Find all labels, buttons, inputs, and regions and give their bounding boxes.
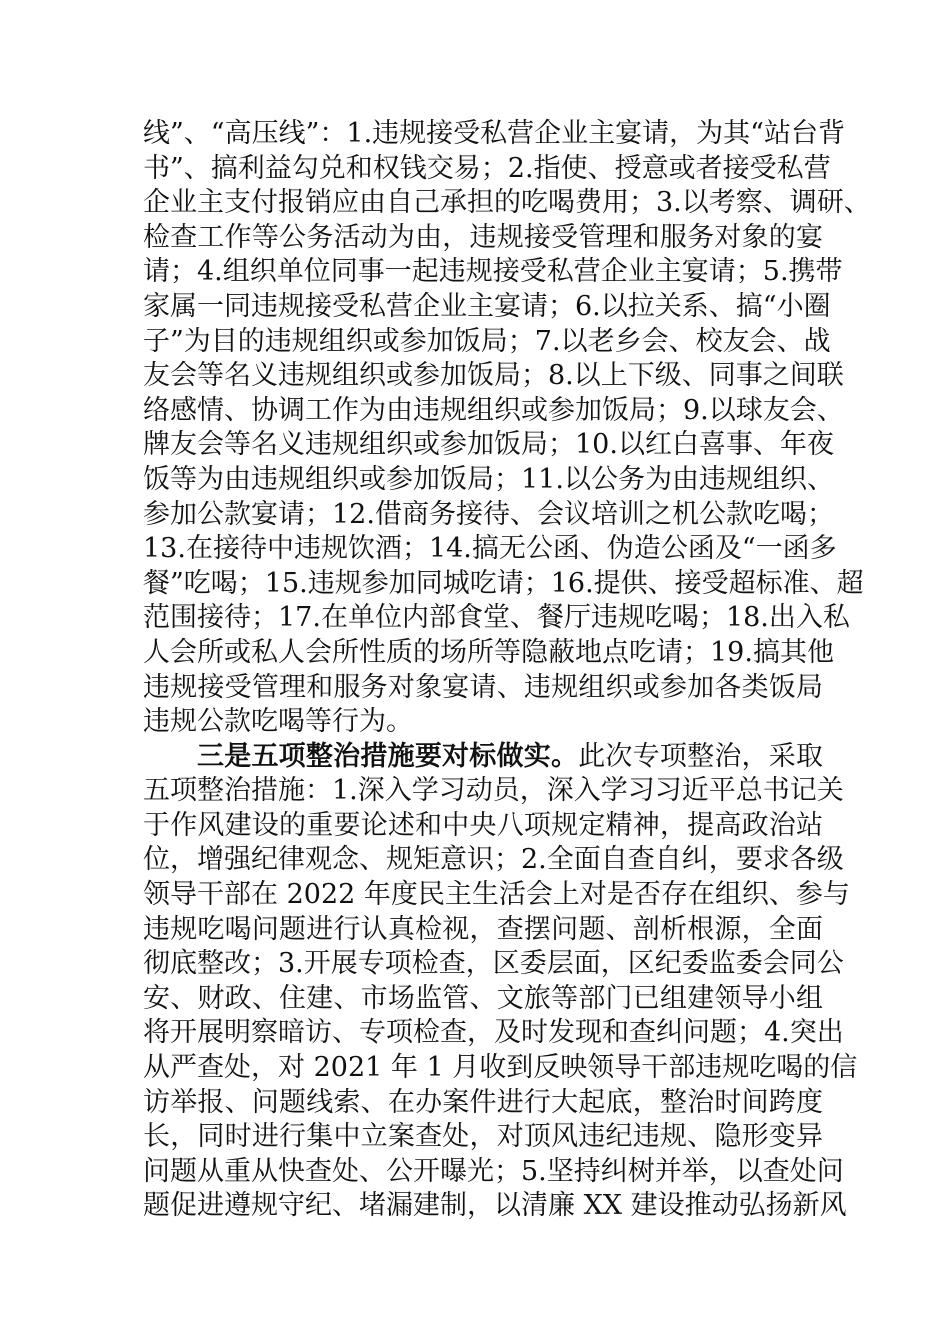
text-line: 违规吃喝问题进行认真检视，查摆问题、剖析根源，全面 bbox=[143, 913, 823, 945]
text-line: 访举报、问题线索、在办案件进行大起底，整治时间跨度 bbox=[143, 1086, 823, 1118]
text-line: 违规公款吃喝等行为。 bbox=[143, 706, 413, 738]
paragraph-five-measures bbox=[143, 740, 858, 1224]
text-line: 范围接待；17.在单位内部食堂、餐厅违规吃喝；18.出入私 bbox=[143, 602, 850, 634]
text-line: 五项整治措施：1.深入学习动员，深入学习习近平总书记关 bbox=[143, 775, 844, 807]
text-line: 请；4.组织单位同事一起违规接受私营企业主宴请；5.携带 bbox=[143, 256, 843, 288]
heading-line-rest: 此次专项整治，采取 bbox=[578, 740, 824, 772]
text-line: 子”为目的违规组织或参加饭局；7.以老乡会、校友会、战 bbox=[143, 325, 831, 357]
text-line: 企业主支付报销应由自己承担的吃喝费用；3.以考察、调研、 bbox=[143, 187, 871, 219]
text-line: 违规接受管理和服务对象宴请、违规组织或参加各类饭局 bbox=[143, 671, 823, 703]
text-line: 将开展明察暗访、专项检查，及时发现和查纠问题；4.突出 bbox=[143, 1017, 844, 1049]
text-line: 位，增强纪律观念、规矩意识；2.全面自查自纠，要求各级 bbox=[143, 844, 844, 876]
text-line: 络感情、协调工作为由违规组织或参加饭局；9.以球友会、 bbox=[143, 394, 844, 426]
text-line: 检查工作等公务活动为由，违规接受管理和服务对象的宴 bbox=[143, 221, 823, 253]
text-line: 问题从重从快查处、公开曝光；5.坚持纠树并举，以查处问 bbox=[143, 1155, 844, 1187]
text-line: 参加公款宴请；12.借商务接待、会议培训之机公款吃喝； bbox=[143, 498, 834, 530]
text-line: 友会等名义违规组织或参加饭局；8.以上下级、同事之间联 bbox=[143, 360, 844, 392]
text-line: 彻底整改；3.开展专项检查，区委层面，区纪委监委会同公 bbox=[143, 948, 844, 980]
section-heading: 三是五项整治措施要对标做实。 bbox=[197, 740, 579, 772]
text-line bbox=[143, 740, 823, 775]
text-line: 书”、搞利益勾兑和权钱交易；2.指使、授意或者接受私营 bbox=[143, 152, 831, 184]
text-line: 牌友会等名义违规组织或参加饭局；10.以红白喜事、年夜 bbox=[143, 429, 834, 461]
text-line: 题促进遵规守纪、堵漏建制，以清廉 XX 建设推动弘扬新风 bbox=[143, 1190, 847, 1222]
text-line: 餐”吃喝；15.违规参加同城吃请；16.提供、接受超标准、超 bbox=[143, 567, 864, 599]
text-line: 饭等为由违规组织或参加饭局；11.以公务为由违规组织、 bbox=[143, 463, 834, 495]
paragraph-violations-list bbox=[143, 117, 871, 740]
text-line: 领导干部在 2022 年度民主生活会上对是否存在组织、参与 bbox=[143, 879, 850, 911]
text-line: 13.在接待中违规饮酒；14.搞无公函、伪造公函及“一函多 bbox=[143, 533, 837, 565]
text-line: 家属一同违规接受私营企业主宴请；6.以拉关系、搞“小圈 bbox=[143, 290, 831, 322]
text-line: 安、财政、住建、市场监管、文旅等部门已组建领导小组 bbox=[143, 982, 823, 1014]
document-body bbox=[143, 117, 871, 1224]
text-line: 人会所或私人会所性质的场所等隐蔽地点吃请；19.搞其他 bbox=[143, 636, 834, 668]
text-line: 于作风建设的重要论述和中央八项规定精神，提高政治站 bbox=[143, 809, 823, 841]
text-line: 线”、“高压线”：1.违规接受私营企业主宴请，为其“站台背 bbox=[143, 118, 845, 149]
text-line: 从严查处，对 2021 年 1 月收到反映领导干部违规吃喝的信 bbox=[143, 1052, 858, 1084]
text-line: 长，同时进行集中立案查处，对顶风违纪违规、隐形变异 bbox=[143, 1121, 823, 1153]
